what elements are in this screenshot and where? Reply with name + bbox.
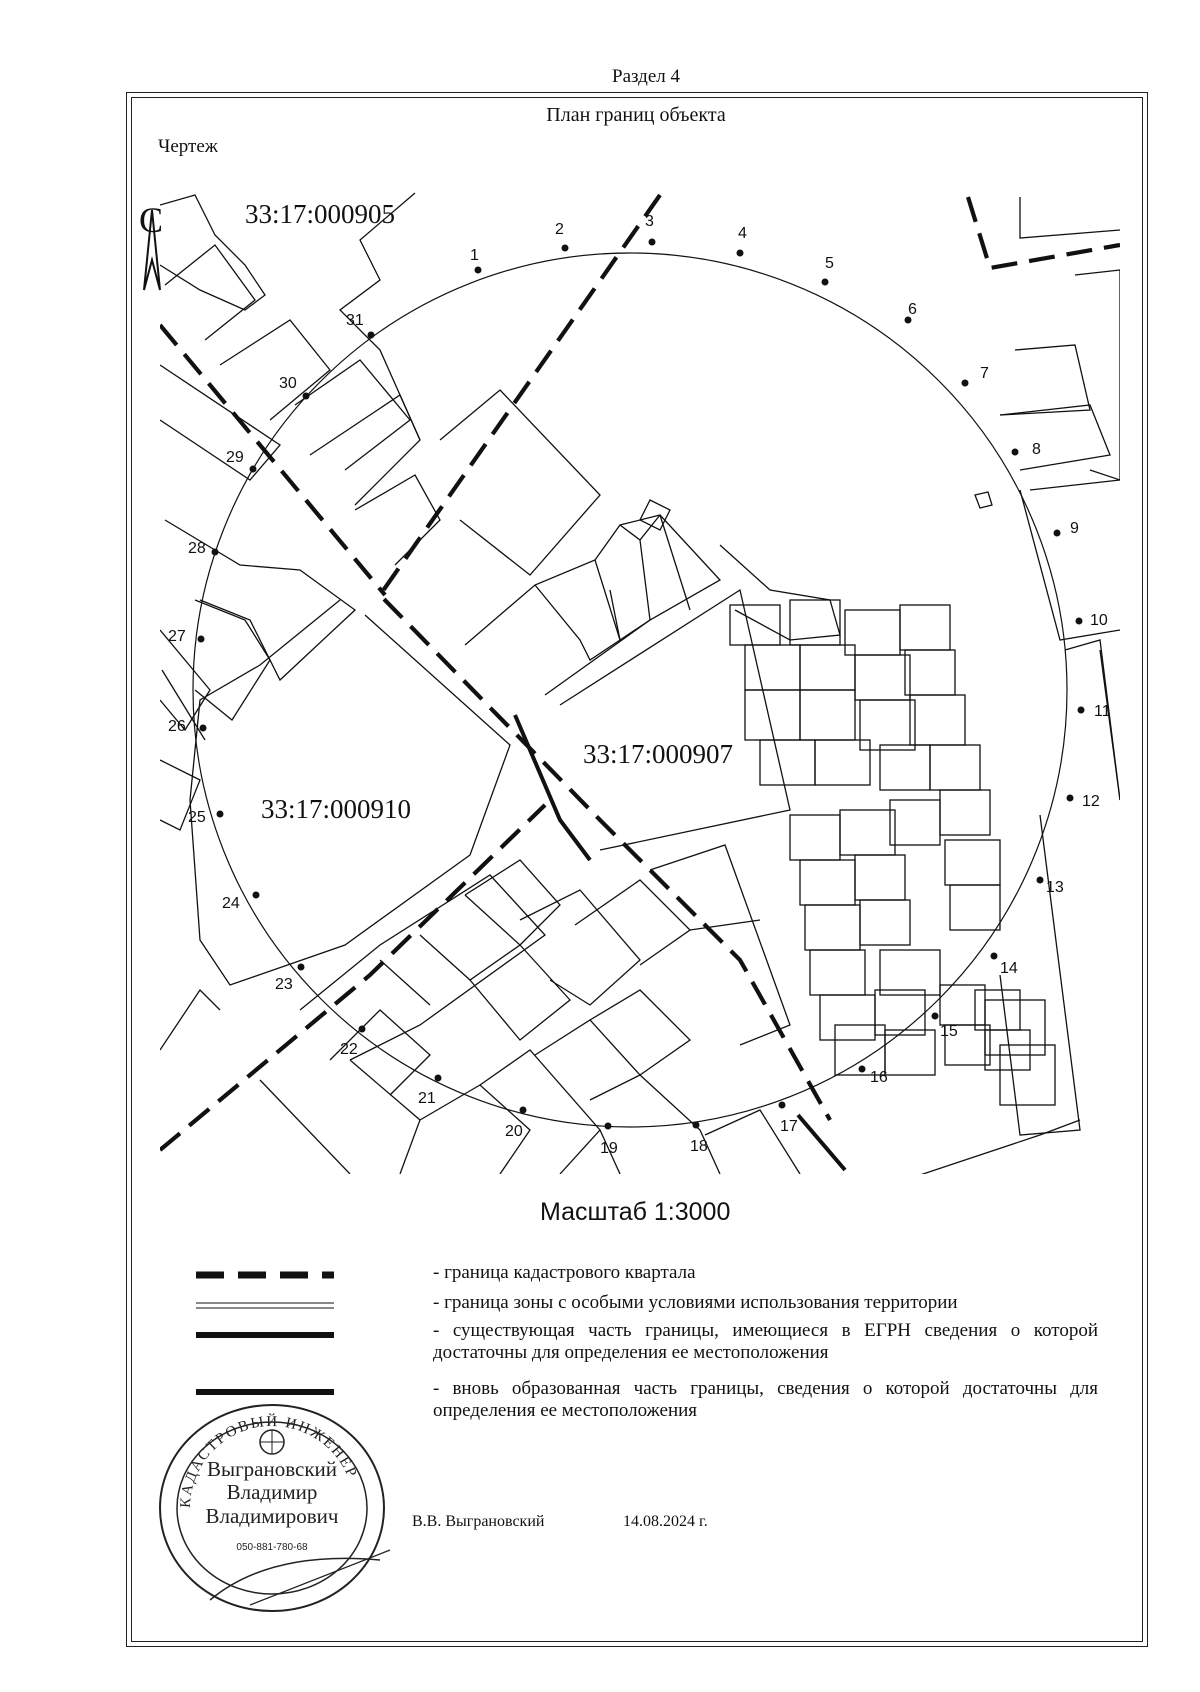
boundary-point-marker	[200, 725, 207, 732]
plan-title: План границ объекта	[546, 104, 726, 126]
signature-date: 14.08.2024 г.	[623, 1513, 708, 1530]
boundary-points	[168, 213, 1111, 1157]
boundary-point-label: 17	[780, 1118, 798, 1135]
boundary-point-marker	[693, 1122, 700, 1129]
boundary-point-label: 14	[1000, 960, 1018, 977]
boundary-point-marker	[1078, 707, 1085, 714]
parcels-nw	[160, 193, 600, 830]
boundary-point-label: 16	[870, 1069, 888, 1086]
boundary-point-label: 26	[168, 718, 186, 735]
svg-text:Владимирович: Владимирович	[205, 1504, 339, 1528]
boundary-point-marker	[253, 892, 260, 899]
boundary-point-label: 9	[1070, 520, 1079, 537]
legend-symbol-existing	[196, 1325, 334, 1345]
boundary-point-marker	[649, 239, 656, 246]
boundary-point-label: 5	[825, 255, 834, 272]
boundary-point-marker	[932, 1013, 939, 1020]
boundary-point-label: 2	[555, 221, 564, 238]
boundary-point-label: 31	[346, 312, 364, 329]
boundary-point-marker	[303, 393, 310, 400]
boundary-point-label: 24	[222, 895, 240, 912]
boundary-point-marker	[1054, 530, 1061, 537]
boundary-point-label: 18	[690, 1138, 708, 1155]
boundary-point-label: 4	[738, 225, 747, 242]
parcels-s	[260, 845, 800, 1174]
boundary-point-label: 19	[600, 1140, 618, 1157]
boundary-point-marker	[475, 267, 482, 274]
north-arrow	[139, 200, 163, 290]
svg-text:Владимир: Владимир	[226, 1480, 318, 1504]
boundary-point-label: 20	[505, 1123, 523, 1140]
boundary-point-marker	[1012, 449, 1019, 456]
scale-label: Масштаб 1:3000	[540, 1198, 731, 1226]
boundary-point-marker	[822, 279, 829, 286]
quarter-label-910: 33:17:000910	[261, 794, 412, 824]
boundary-point-marker	[737, 250, 744, 257]
boundary-point-label: 8	[1032, 441, 1041, 458]
boundary-point-marker	[1076, 618, 1083, 625]
boundary-point-marker	[520, 1107, 527, 1114]
existing-boundary	[515, 715, 845, 1170]
legend-symbol-double	[196, 1296, 334, 1316]
boundary-point-marker	[217, 811, 224, 818]
svg-text:КАДАСТРОВЫЙ ИНЖЕНЕР: КАДАСТРОВЫЙ ИНЖЕНЕР	[177, 1413, 361, 1509]
legend-text-zone: - граница зоны с особыми условиями использования территории	[433, 1292, 958, 1313]
legend-text-quarter: - граница кадастрового квартала	[433, 1262, 696, 1283]
boundary-point-marker	[991, 953, 998, 960]
section-title: Раздел 4	[612, 66, 680, 87]
svg-text:050-881-780-68: 050-881-780-68	[236, 1542, 308, 1553]
boundary-point-label: 22	[340, 1041, 358, 1058]
boundary-point-marker	[1037, 877, 1044, 884]
quarter-label-905: 33:17:000905	[245, 199, 396, 229]
boundary-point-label: 28	[188, 540, 206, 557]
boundary-point-marker	[859, 1066, 866, 1073]
legend-text-existing: - существующая часть границы, имеющиеся в ЕГРН сведения о которой достаточны для определения ее местоположения	[433, 1320, 1098, 1363]
engineer-stamp	[150, 1390, 400, 1620]
signer-name: В.В. Выграновский	[412, 1513, 545, 1530]
boundary-point-label: 7	[980, 365, 989, 382]
boundary-point-marker	[435, 1075, 442, 1082]
boundary-point-marker	[1067, 795, 1074, 802]
boundary-point-label: 6	[908, 301, 917, 318]
boundary-point-label: 15	[940, 1023, 958, 1040]
boundary-point-marker	[779, 1102, 786, 1109]
boundary-point-marker	[198, 636, 205, 643]
boundary-point-marker	[605, 1123, 612, 1130]
boundary-point-marker	[368, 332, 375, 339]
boundary-point-label: 21	[418, 1090, 436, 1107]
legend-text-new: - вновь образованная часть границы, сведения о которой достаточны для определения ее местоположения	[433, 1378, 1098, 1421]
parcels-center	[465, 492, 992, 850]
boundary-point-label: 11	[1094, 703, 1111, 720]
parcels-w-center	[160, 600, 510, 1050]
boundary-point-label: 12	[1082, 793, 1100, 810]
quarter-label-907: 33:17:000907	[583, 739, 734, 769]
boundary-point-label: 3	[645, 213, 654, 230]
boundary-point-marker	[212, 549, 219, 556]
boundary-point-label: 29	[226, 449, 244, 466]
svg-text:Выграновский: Выграновский	[206, 1457, 338, 1481]
boundary-point-label: 13	[1046, 879, 1064, 896]
boundary-point-label: 30	[279, 375, 297, 392]
parcels-e-grid	[720, 545, 1080, 1175]
drawing-label: Чертеж	[158, 136, 218, 157]
boundary-point-label: 10	[1090, 612, 1108, 629]
boundary-point-marker	[250, 466, 257, 473]
svg-text:С: С	[139, 200, 164, 240]
boundary-point-label: 27	[168, 628, 186, 645]
boundary-point-marker	[298, 964, 305, 971]
legend-symbol-dashed	[196, 1265, 334, 1285]
boundary-point-marker	[359, 1026, 366, 1033]
boundary-point-label: 1	[470, 247, 479, 264]
boundary-point-label: 23	[275, 976, 293, 993]
boundary-point-marker	[962, 380, 969, 387]
boundary-point-marker	[562, 245, 569, 252]
boundary-point-label: 25	[188, 809, 206, 826]
